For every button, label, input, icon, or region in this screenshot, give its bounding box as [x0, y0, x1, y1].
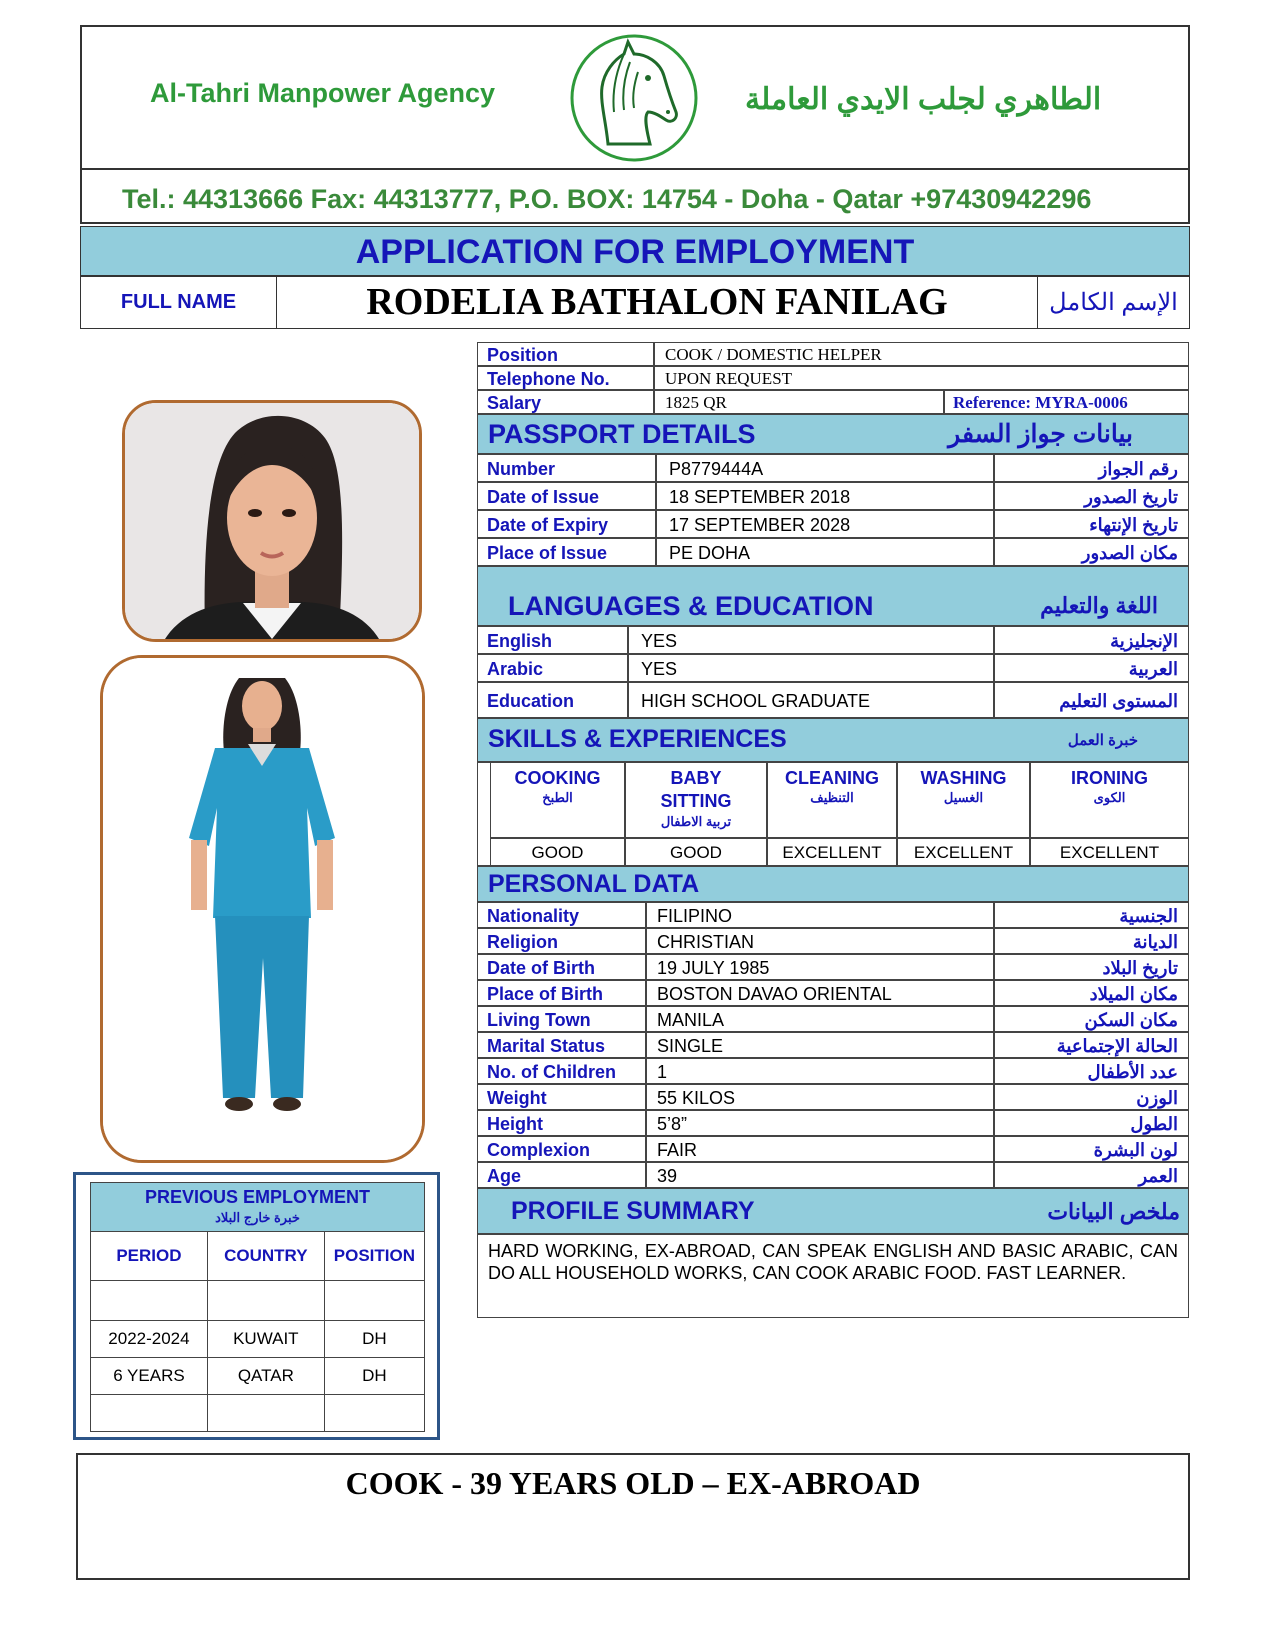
field-label-ar: الحالة الإجتماعية: [994, 1032, 1189, 1058]
profile-title-ar: ملخص البيانات: [1047, 1199, 1180, 1224]
agency-name-ar: الطاهري لجلب الايدي العاملة: [745, 83, 1102, 116]
table-cell: DH: [324, 1358, 424, 1395]
skills-section-header: [477, 718, 1189, 762]
table-row: [91, 1321, 425, 1358]
field-label: Living Town: [477, 1006, 646, 1032]
column-header-period: PERIOD: [91, 1232, 208, 1281]
table-cell: KUWAIT: [207, 1321, 324, 1358]
table-cell: [324, 1395, 424, 1432]
reference-number: Reference: MYRA-0006: [944, 390, 1189, 414]
skill-name-ar: تربية الاطفال: [660, 813, 732, 829]
field-value: 1: [646, 1058, 994, 1084]
profile-summary-text: HARD WORKING, EX-ABROAD, CAN SPEAK ENGLISH AND BASIC ARABIC, CAN DO ALL HOUSEHOLD WORKS, CAN COOK ARABIC FOOD. FAST LEARNER.: [477, 1234, 1189, 1318]
table-row: [91, 1358, 425, 1395]
previous-employment-title-ar: خبرة خارج البلاد: [215, 1210, 300, 1225]
field-label: Age: [477, 1162, 646, 1188]
languages-title: LANGUAGES & EDUCATION: [508, 591, 874, 621]
previous-employment-table: [90, 1182, 425, 1432]
field-label-ar: مكان الميلاد: [994, 980, 1189, 1006]
field-value: CHRISTIAN: [646, 928, 994, 954]
field-value: HIGH SCHOOL GRADUATE: [628, 682, 994, 718]
position-value: COOK / DOMESTIC HELPER: [654, 342, 1189, 366]
field-label-ar: تاريخ البلاد: [994, 954, 1189, 980]
table-row: [91, 1281, 425, 1321]
field-label-ar: الوزن: [994, 1084, 1189, 1110]
languages-section-header: [477, 566, 1189, 626]
field-value: P8779444A: [656, 454, 994, 482]
column-header-country: COUNTRY: [207, 1232, 324, 1281]
field-label: Marital Status: [477, 1032, 646, 1058]
position-label: Position: [477, 342, 654, 366]
field-label-ar: مكان السكن: [994, 1006, 1189, 1032]
full-body-photo: [100, 655, 425, 1163]
skill-name: CLEANING: [785, 768, 879, 788]
passport-title-ar: بيانات جواز السفر: [948, 420, 1133, 448]
field-value: BOSTON DAVAO ORIENTAL: [646, 980, 994, 1006]
field-value: 18 SEPTEMBER 2018: [656, 482, 994, 510]
field-label: English: [477, 626, 628, 654]
skill-header: [767, 762, 897, 838]
page-title: APPLICATION FOR EMPLOYMENT: [80, 226, 1190, 276]
field-value: YES: [628, 626, 994, 654]
skill-header: [490, 762, 625, 838]
field-label-ar: الطول: [994, 1110, 1189, 1136]
skill-level: EXCELLENT: [1030, 838, 1189, 866]
table-cell: [91, 1395, 208, 1432]
previous-employment-title: [91, 1183, 425, 1232]
passport-title: PASSPORT DETAILS: [488, 419, 756, 449]
skill-name-ar: الكوى: [1093, 790, 1126, 806]
field-label-ar: لون البشرة: [994, 1136, 1189, 1162]
telephone-label: Telephone No.: [477, 366, 654, 390]
horse-head-icon: [568, 32, 700, 164]
table-cell: [207, 1395, 324, 1432]
salary-label: Salary: [477, 390, 654, 414]
table-cell: 2022-2024: [91, 1321, 208, 1358]
field-label-ar: الإنجليزية: [994, 626, 1189, 654]
field-label: Date of Birth: [477, 954, 646, 980]
field-label: Nationality: [477, 902, 646, 928]
profile-title: PROFILE SUMMARY: [511, 1197, 755, 1225]
skill-level: GOOD: [625, 838, 767, 866]
field-label-ar: مكان الصدور: [994, 538, 1189, 566]
skill-name-ar: التنظيف: [810, 790, 854, 806]
field-value: FAIR: [646, 1136, 994, 1162]
field-value: MANILA: [646, 1006, 994, 1032]
field-value: YES: [628, 654, 994, 682]
skills-title: SKILLS & EXPERIENCES: [488, 725, 787, 753]
personal-section-header: [477, 866, 1189, 902]
full-name-row: [80, 276, 1190, 329]
field-label: Arabic: [477, 654, 628, 682]
field-value: 39: [646, 1162, 994, 1188]
skills-title-ar: خبرة العمل: [1067, 732, 1138, 749]
field-value: FILIPINO: [646, 902, 994, 928]
field-value: SINGLE: [646, 1032, 994, 1058]
table-cell: 6 YEARS: [91, 1358, 208, 1395]
field-label-ar: العربية: [994, 654, 1189, 682]
skill-header: [897, 762, 1030, 838]
field-value: PE DOHA: [656, 538, 994, 566]
skill-level: GOOD: [490, 838, 625, 866]
field-value: 19 JULY 1985: [646, 954, 994, 980]
field-label-ar: رقم الجواز: [994, 454, 1189, 482]
full-name-value: RODELIA BATHALON FANILAG: [366, 281, 948, 323]
skill-name: IRONING: [1070, 768, 1148, 788]
field-label-ar: تاريخ الإنتهاء: [994, 510, 1189, 538]
field-label: Religion: [477, 928, 646, 954]
personal-title: PERSONAL DATA: [488, 870, 700, 898]
table-cell: DH: [324, 1321, 424, 1358]
skill-level: EXCELLENT: [767, 838, 897, 866]
skill-header: [1030, 762, 1189, 838]
skill-name: WASHING: [920, 768, 1007, 788]
contact-line: Tel.: 44313666 Fax: 44313777, P.O. BOX: 14754 - Doha - Qatar +97430942296: [80, 170, 1190, 224]
agency-name-en: Al-Tahri Manpower Agency: [150, 78, 496, 108]
field-value: 5’8”: [646, 1110, 994, 1136]
field-value: 55 KILOS: [646, 1084, 994, 1110]
column-header-position: POSITION: [324, 1232, 424, 1281]
full-name-label: FULL NAME: [81, 277, 277, 328]
field-label-ar: تاريخ الصدور: [994, 482, 1189, 510]
field-label-ar: عدد الأطفال: [994, 1058, 1189, 1084]
skill-header: [625, 762, 767, 838]
profile-section-header: [477, 1188, 1189, 1234]
salary-value: 1825 QR: [654, 390, 944, 414]
field-label: Place of Issue: [477, 538, 656, 566]
field-label-ar: الجنسية: [994, 902, 1189, 928]
field-label: Place of Birth: [477, 980, 646, 1006]
field-label: Height: [477, 1110, 646, 1136]
footer-summary: COOK - 39 YEARS OLD – EX-ABROAD: [76, 1453, 1190, 1580]
languages-title-ar: اللغة والتعليم: [1040, 593, 1158, 618]
table-cell: QATAR: [207, 1358, 324, 1395]
passport-section-header: [477, 414, 1189, 454]
field-label: Date of Issue: [477, 482, 656, 510]
field-value: 17 SEPTEMBER 2028: [656, 510, 994, 538]
field-label: Date of Expiry: [477, 510, 656, 538]
table-cell: [91, 1281, 208, 1321]
field-label-ar: العمر: [994, 1162, 1189, 1188]
table-cell: [324, 1281, 424, 1321]
field-label: Complexion: [477, 1136, 646, 1162]
skill-name-ar: الغسيل: [943, 790, 984, 806]
field-label: Education: [477, 682, 628, 718]
field-label: No. of Children: [477, 1058, 646, 1084]
field-label: Number: [477, 454, 656, 482]
field-label: Weight: [477, 1084, 646, 1110]
telephone-value: UPON REQUEST: [654, 366, 1189, 390]
skill-name: BABY SITTING: [660, 768, 732, 812]
field-label-ar: الديانة: [994, 928, 1189, 954]
full-name-label-ar: الإسم الكامل: [1037, 277, 1189, 328]
skill-level: EXCELLENT: [897, 838, 1030, 866]
table-cell: [207, 1281, 324, 1321]
portrait-photo: [122, 400, 422, 642]
previous-employment-title-en: PREVIOUS EMPLOYMENT: [144, 1187, 371, 1208]
skill-name: COOKING: [514, 768, 601, 788]
skill-name-ar: الطبخ: [542, 790, 573, 806]
table-row: [91, 1395, 425, 1432]
field-label-ar: المستوى التعليم: [994, 682, 1189, 718]
